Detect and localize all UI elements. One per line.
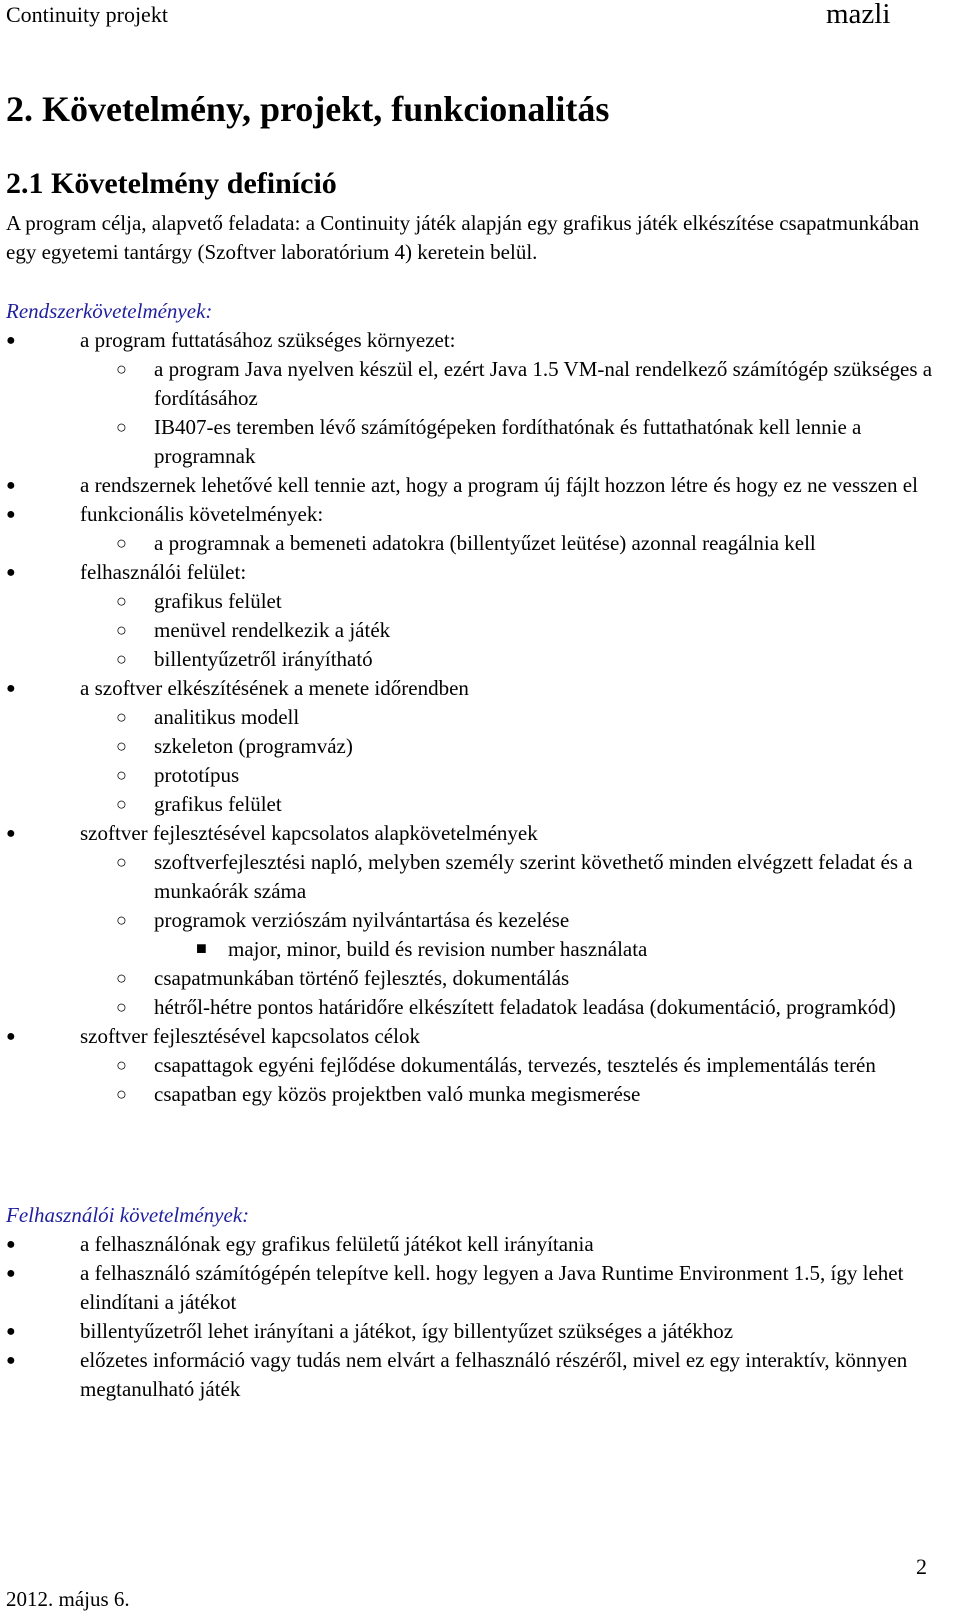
footer-date: 2012. május 6.	[6, 1587, 130, 1611]
list-item-text: a felhasználónak egy grafikus felületű játékot kell irányítania	[80, 1232, 594, 1256]
list-item-text: csapatmunkában történő fejlesztés, dokumentálás	[154, 966, 570, 990]
list-item	[80, 413, 954, 471]
list-item	[6, 1317, 954, 1346]
sub-list	[6, 587, 954, 674]
list-item	[80, 732, 954, 761]
bullet-icon: ○	[116, 910, 127, 930]
list-item	[80, 703, 954, 732]
bullet-icon: ○	[116, 1055, 127, 1075]
list-item	[80, 790, 954, 819]
user-requirements-list	[6, 1230, 954, 1404]
list-item	[6, 1022, 954, 1109]
list-item-text: a program futtatásához szükséges környezet:	[80, 328, 456, 352]
list-item	[6, 500, 954, 558]
list-item	[80, 964, 954, 993]
list-item	[80, 993, 954, 1022]
list-item-text: előzetes információ vagy tudás nem elvárt a felhasználó részéről, mivel ez egy interaktív, könnyen megtanulható játék	[80, 1348, 908, 1401]
bullet-icon: ●	[6, 332, 16, 349]
list-item	[80, 529, 954, 558]
list-item-text: major, minor, build és revision number használata	[228, 937, 648, 961]
sub-list	[6, 848, 954, 1022]
list-item	[6, 674, 954, 819]
bullet-icon: ○	[116, 533, 127, 553]
list-item-text: a rendszernek lehetővé kell tennie azt, hogy a program új fájlt hozzon létre és hogy ez ne vesszen el	[80, 473, 918, 497]
bullet-icon: ○	[116, 417, 127, 437]
sub-list	[6, 1051, 954, 1109]
list-item	[80, 1080, 954, 1109]
bullet-icon: ●	[6, 564, 16, 581]
user-requirements-title: Felhasználói követelmények:	[6, 1203, 250, 1227]
bullet-icon: ●	[6, 1265, 16, 1282]
bullet-icon: ○	[116, 620, 127, 640]
bullet-icon: ○	[116, 765, 127, 785]
list-item	[80, 616, 954, 645]
list-item-text: prototípus	[154, 763, 240, 787]
list-item-text: csapatban egy közös projektben való munka megismerése	[154, 1082, 641, 1106]
bullet-icon: ●	[6, 1028, 16, 1045]
list-item-text: csapattagok egyéni fejlődése dokumentálás, tervezés, tesztelés és implementálás terén	[154, 1053, 876, 1077]
list-item-text: a program Java nyelven készül el, ezért Java 1.5 VM-nal rendelkező számítógép szükséges a fordításához	[154, 357, 933, 410]
list-item-text: a felhasználó számítógépén telepítve kell. hogy legyen a Java Runtime Environment 1.5, így lehet elindítani a játékot	[80, 1261, 904, 1314]
system-requirements-title: Rendszerkövetelmények:	[6, 299, 213, 323]
sub-list	[6, 703, 954, 819]
bullet-icon: ●	[6, 477, 16, 494]
bullet-icon: ○	[116, 736, 127, 756]
list-item	[6, 1259, 954, 1317]
bullet-icon: ○	[116, 707, 127, 727]
list-item	[6, 819, 954, 1022]
bullet-icon: ●	[6, 1236, 16, 1253]
system-requirements-list	[6, 326, 954, 1109]
list-item	[6, 1346, 954, 1404]
bullet-icon: ●	[6, 1352, 16, 1369]
list-item	[80, 645, 954, 674]
list-item-text: a szoftver elkészítésének a menete időrendben	[80, 676, 469, 700]
bullet-icon: ●	[6, 506, 16, 523]
sub-list	[154, 935, 954, 964]
list-item	[6, 326, 954, 471]
list-item-text: szoftverfejlesztési napló, melyben személy szerint követhető minden elvégzett feladat és a munkaórák száma	[154, 850, 913, 903]
list-item	[154, 935, 954, 964]
list-item	[80, 355, 954, 413]
bullet-icon: ●	[6, 825, 16, 842]
list-item-text: a programnak a bemeneti adatokra (billentyűzet leütése) azonnal reagálnia kell	[154, 531, 816, 555]
list-item-text: szkeleton (programváz)	[154, 734, 353, 758]
list-item-text: funkcionális követelmények:	[80, 502, 324, 526]
header-title: Continuity projekt	[6, 2, 168, 27]
bullet-icon: ○	[116, 794, 127, 814]
chapter-heading: 2. Követelmény, projekt, funkcionalitás	[6, 89, 610, 129]
list-item-text: hétről-hétre pontos határidőre elkészített feladatok leadása (dokumentáció, programkód)	[154, 995, 896, 1019]
bullet-icon: ●	[6, 680, 16, 697]
bullet-icon: ○	[116, 591, 127, 611]
intro-paragraph: A program célja, alapvető feladata: a Continuity játék alapján egy grafikus játék elkészítése csapatmunkában egy egyetemi tantárgy (Szoftver laboratórium 4) keretein belül.	[6, 211, 920, 264]
user-requirements-block	[6, 1201, 954, 1404]
bullet-icon: ○	[116, 649, 127, 669]
sub-list	[6, 355, 954, 471]
bullet-icon: ■	[196, 938, 207, 958]
list-item-text: felhasználói felület:	[80, 560, 247, 584]
page-number: 2	[916, 1554, 927, 1579]
list-item	[6, 1230, 954, 1259]
list-item-text: billentyűzetről lehet irányítani a játékot, így billentyűzet szükséges a játékhoz	[80, 1319, 734, 1343]
system-requirements-block	[6, 297, 954, 1109]
section-heading: 2.1 Követelmény definíció	[6, 167, 337, 200]
list-item-text: grafikus felület	[154, 792, 282, 816]
list-item-text: szoftver fejlesztésével kapcsolatos célok	[80, 1024, 420, 1048]
list-item	[6, 471, 954, 500]
list-item	[80, 761, 954, 790]
bullet-icon: ●	[6, 1323, 16, 1340]
list-item	[6, 558, 954, 674]
bullet-icon: ○	[116, 852, 127, 872]
bullet-icon: ○	[116, 359, 127, 379]
list-item	[80, 906, 954, 964]
bullet-icon: ○	[116, 1084, 127, 1104]
list-item-text: grafikus felület	[154, 589, 282, 613]
header-author: mazli	[826, 0, 891, 30]
sub-list	[6, 529, 954, 558]
list-item-text: IB407-es teremben lévő számítógépeken fordíthatónak és futtathatónak kell lennie a programnak	[154, 415, 862, 468]
list-item-text: billentyűzetről irányítható	[154, 647, 373, 671]
list-item	[80, 1051, 954, 1080]
list-item-text: menüvel rendelkezik a játék	[154, 618, 391, 642]
bullet-icon: ○	[116, 968, 127, 988]
list-item-text: programok verziószám nyilvántartása és kezelése	[154, 908, 570, 932]
list-item	[80, 848, 954, 906]
bullet-icon: ○	[116, 997, 127, 1017]
list-item-text: analitikus modell	[154, 705, 300, 729]
list-item	[80, 587, 954, 616]
list-item-text: szoftver fejlesztésével kapcsolatos alapkövetelmények	[80, 821, 538, 845]
